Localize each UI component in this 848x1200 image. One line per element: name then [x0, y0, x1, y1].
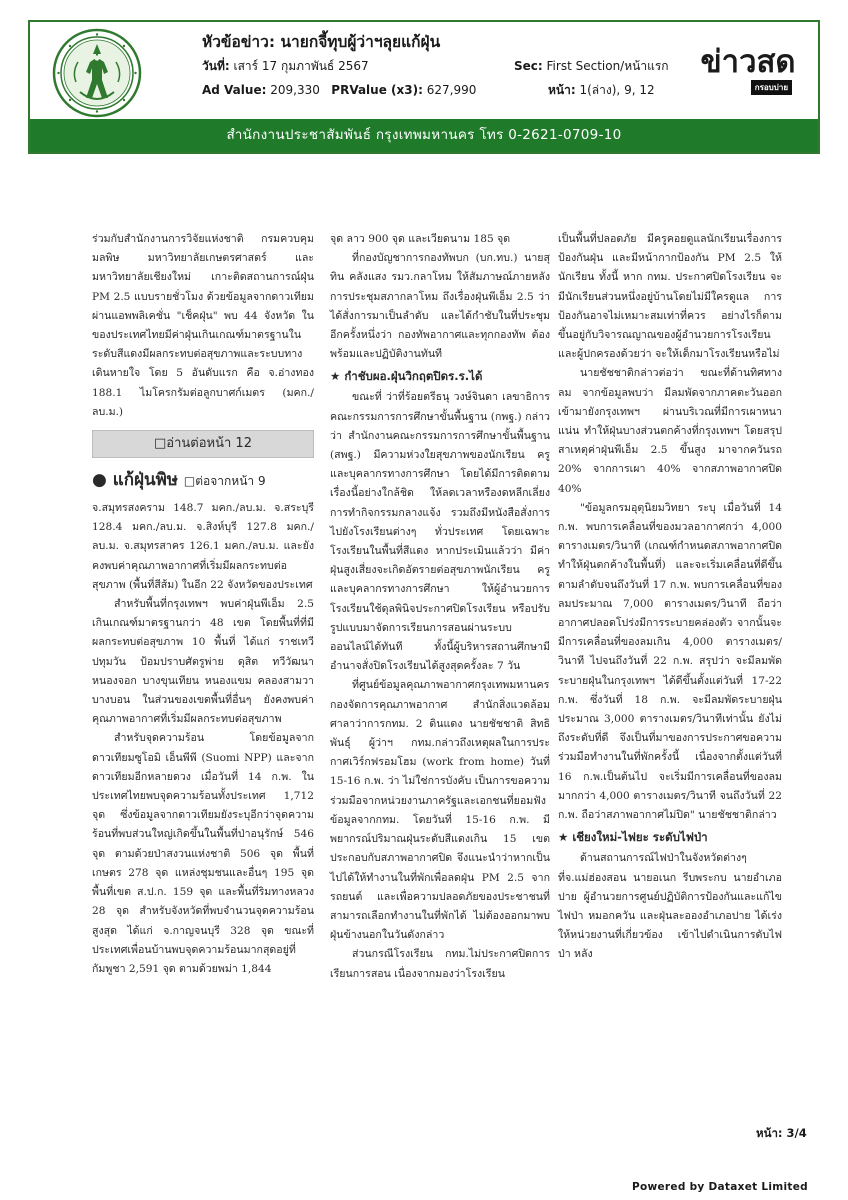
- article-paragraph: สำหรับพื้นที่กรุงเทพฯ พบค่าฝุ่นพีเอ็ม 2.5 เกินเกณฑ์มาตรฐานกว่า 48 เขต โดยพื้นที่ที่มีผลกระทบต่อสุขภาพ 10 พื้นที่ ได้แก่ ราชเทวี ปทุมวัน ป้อมปราบศัตรูพ่าย ดุสิต ทวีวัฒนา หนองจอก บางขุนเทียน หนองแขม คลองสามวา บางบอน ในส่วนของเขตพื้นที่อื่นๆ ยังคงพบค่าคุณภาพอากาศที่เริ่มมีผลกระทบต่อสุขภาพ: [92, 598, 314, 726]
- read-more-link[interactable]: □อ่านต่อหน้า 12: [92, 430, 314, 458]
- header-top: [30, 22, 818, 121]
- article-paragraph: ที่กองบัญชาการกองทัพบก (บก.ทบ.) นายสุทิน คลังแสง รมว.กลาโหม ให้สัมภาษณ์ภายหลังการประชุมสภากลาโหม ถึงเรื่องฝุ่นพีเอ็ม 2.5 ว่า ได้สั่งการมาเป็นลำดับ และได้กำชับในที่ประชุมอีกครั้งหนึ่งว่า กองทัพอากาศและทุกกองทัพ ต้องพร้อมและปฏิบัติงานทันที: [330, 252, 550, 361]
- article-paragraph: นายชัชชาติกล่าวต่อว่า ขณะที่ด้านทิศทางลม จากข้อมูลพบว่า มีลมพัดจากภาคตะวันออกเข้ามายังกรุงเทพฯ ผ่านบริเวณที่มีการเผาหนาแน่น ทำให้ฝุ่นบางส่วนตกค้างที่กรุงเทพฯ โดยสรุป สาเหตุค่าฝุ่นพีเอ็ม 2.5 ขึ้นสูง มาจากควันรถ 20% จากการเผา 40% จากสภาพอากาศปิด 40%: [558, 367, 782, 495]
- article-paragraph: จุด ลาว 900 จุด และเวียดนาม 185 จุด: [330, 233, 511, 245]
- pr-value-label: PRValue (x3):: [331, 83, 423, 97]
- article-paragraph: สำหรับจุดความร้อน โดยข้อมูลจากดาวเทียมซูโอมิ เอ็นพีพี (Suomi NPP) และจากดาวเทียมอีกหลายดวง เมื่อวันที่ 14 ก.พ. ในประเทศไทยพบจุดความร้อนทั้งประเทศ 1,712 จุด ซึ่งข้อมูลจากดาวเทียมยังระบุอีกว่าจุดความร้อนที่พบส่วนใหญ่เกิดขึ้นในพื้นที่ป่าอนุรักษ์ 546 จุด ตามด้วยป่าสงวนแห่งชาติ 506 จุด พื้นที่เกษตร 278 จุด แหล่งชุมชนและอื่นๆ 195 จุด พื้นที่เขต ส.ป.ก. 159 จุด และพื้นที่ริมทางหลวง 28 จุด สำหรับจังหวัดที่พบจำนวนจุดความร้อนสูงสุด ได้แก่ จ.กาญจนบุรี 328 จุด ขณะที่ประเทศเพื่อนบ้านพบจุดความร้อนมากสุดอยู่ที่กัมพูชา 2,591 จุด ตามด้วยพม่า 1,844: [92, 732, 314, 975]
- ad-value-label: Ad Value:: [202, 83, 267, 97]
- newspaper-logo: [694, 44, 802, 92]
- article-paragraph: ด้านสถานการณ์ไฟป่าในจังหวัดต่างๆ ที่จ.แม่ฮ่องสอน นายอเนก รีบพระกบ นายอำเภอปาย ผู้อำนวยการศูนย์ปฏิบัติการป้องกันและแก้ไขไฟป่า หมอกควัน และฝุ่นละอองอำเภอปาย ได้เร่งให้หน่วยงานที่เกี่ยวข้อง เข้าไปดำเนินการดับไฟป่า หลัง: [558, 852, 782, 961]
- pr-value: 627,990: [426, 83, 477, 97]
- value-row: [202, 78, 662, 102]
- continuation-title: ● แก้ฝุ่นพิษ: [92, 470, 178, 491]
- article-paragraph: ที่ศูนย์ข้อมูลคุณภาพอากาศกรุงเทพมหานคร กองจัดการคุณภาพอากาศ สำนักสิ่งแวดล้อม ศาลาว่าการกทม. 2 ดินแดง นายชัชชาติ สิทธิพันธุ์ ผู้ว่าฯ กทม.กล่าวถึงเหตุผลในการประกาศเวิร์กฟรอมโฮม (work from home) วันที่ 15-16 ก.พ. ว่า ไม่ใช่การบังคับ เป็นการขอความร่วมมือจากหน่วยงานภาครัฐและเอกชนที่ยอมฟังข้อมูลจากกทม. โดยวันที่ 15-16 ก.พ. มีพยากรณ์ปริมาณฝุ่นระดับสีแดงเกิน 15 เขต ประกอบกับสภาพอากาศปิด จึงแนะนำว่าหากเป็นไปได้ให้ทำงานในที่พักเพื่อลดฝุ่น PM 2.5 จากรถยนต์ และเพื่อความปลอดภัยของประชาชนที่สามารถเลือกทำงานในที่พักได้ ไม่ต้องออกมาพบฝุ่นข้างนอกในวันดังกล่าว: [330, 679, 550, 942]
- article-paragraph: "ข้อมูลกรมอุตุนิยมวิทยา ระบุ เมื่อวันที่ 14 ก.พ. พบการเคลื่อนที่ของมวลอากาศกว่า 4,000 ตารางเมตร/วินาที (เกณฑ์กำหนดสภาพอากาศปิด ทำให้ฝุ่นตกค้างในพื้นที่) และจะเริ่มเคลื่อนที่ดีขึ้นตามลำดับจนถึงวันที่ 17 ก.พ. พบการเคลื่อนที่ของลมประมาณ 7,000 ตารางเมตร/วินาที ถือว่าอากาศปลอดโปร่งมีการระบายคล่องตัว จากนั้นจะมีการเคลื่อนที่ของลมเกิน 4,000 ตารางเมตร/วินาที ไปจนถึงวันที่ 22 ก.พ. สรุปว่า จะมีลมพัดระบายฝุ่นในกรุงเทพฯ ได้ดีขึ้นตั้งแต่วันที่ 17-22 ก.พ. ซึ่งวันที่ 18 ก.พ. จะมีลมพัดระบายฝุ่นประมาณ 3,000 ตารางเมตร/วินาทีเท่านั้น ยังไม่ถึงระดับที่ดี จึงเป็นที่มาของการประกาศขอความร่วมมือทำงานในที่พักครั้งนี้ เนื่องจากตั้งแต่วันที่ 16 ก.พ.เป็นต้นไป จะเริ่มมีการเคลื่อนที่ของลมมากกว่า 4,000 ตารางเมตร/วินาที จนถึงวันที่ 22 ก.พ. ถือว่าสภาพอากาศไม่ปิด" นายชัชชาติกล่าว: [558, 501, 782, 822]
- headline-row: [202, 30, 662, 54]
- section-label: Sec:: [514, 59, 543, 73]
- powered-by-credit: Powered by Dataxet Limited: [632, 1181, 808, 1193]
- article-column-1: [92, 230, 314, 979]
- article-paragraph: จ.สมุทรสงคราม 148.7 มคก./ลบ.ม. จ.สระบุรี 128.4 มคก./ลบ.ม. จ.สิงห์บุรี 127.8 มคก./ลบ.ม. จ.สมุทรสาคร 126.1 มคก./ลบ.ม. และยังคงพบค่าคุณภาพอากาศที่เริ่มมีผลกระทบต่อสุขภาพ (พื้นที่สีส้ม) ในอีก 22 จังหวัดของประเทศ: [92, 502, 314, 591]
- article-paragraph: ขณะที่ ว่าที่ร้อยตรีธนุ วงษ์จินดา เลขาธิการคณะกรรมการการศึกษาขั้นพื้นฐาน (กพฐ.) กล่าวว่า สำนักงานคณะกรรมการการศึกษาขั้นพื้นฐาน (สพฐ.) มีความห่วงใยสุขภาพของนักเรียน ครูและบุคลากรทางการศึกษา โดยได้มีการติดตามเรื่องนี้อย่างใกล้ชิด ให้ลดเวลาหรืองดหลีกเลี่ยงการทำกิจกรรมกลางแจ้ง รวมถึงมีหนังสือสั่งการไปยังโรงเรียนต่างๆ ทั่วประเทศ โดยเฉพาะโรงเรียนในพื้นที่สีแดง หากประเมินแล้วว่า มีค่าฝุ่นสูงเสี่ยงจะเกิดอัตรายต่อสุขภาพนักเรียน ครูและบุคลากรทางการศึกษา ให้ผู้อำนวยการโรงเรียนใช้ดุลพินิจประกาศปิดโรงเรียน หรือปรับรูปแบบมาจัดการเรียนการสอนผ่านระบบออนไลน์ได้ทันที ทั้งนี้ผู้บริหารสถานศึกษามีอำนาจสั่งปิดโรงเรียนได้สูงสุดครั้งละ 7 วัน: [330, 391, 550, 673]
- headline: นายกจี้ทุบผู้ว่าฯลุยแก้ฝุ่น: [280, 33, 441, 51]
- subheading: ★ กำชับผอ.ฝุ่นวิกฤตปิดร.ร.ได้: [330, 369, 483, 384]
- date-label: วันที่:: [202, 59, 230, 73]
- date-row: [202, 54, 669, 78]
- continued-from-label: □ต่อจากหน้า 9: [183, 474, 266, 489]
- ad-value: 209,330: [270, 83, 320, 97]
- agency-bar: สำนักงานประชาสัมพันธ์ กรุงเทพมหานคร โทร 0-2621-0709-10: [30, 119, 818, 152]
- publish-date: เสาร์ 17 กุมภาพันธ์ 2567: [233, 59, 369, 73]
- clipping-header: [28, 20, 820, 154]
- headline-label: หัวข้อข่าว:: [202, 33, 276, 51]
- clipping-info: [202, 30, 669, 102]
- subheading: ★ เชียงใหม่-ไฟยะ ระดับไฟป่า: [558, 830, 708, 845]
- section-value: First Section/หน้าแรก: [546, 59, 669, 73]
- edition-tag: กรอบบ่าย: [751, 80, 792, 95]
- page-label: หน้า:: [548, 83, 576, 97]
- front-page-intro: ร่วมกับสำนักงานการวิจัยแห่งชาติ กรมควบคุมมลพิษ มหาวิทยาลัยเกษตรศาสตร์ และมหาวิทยาลัยเชียงใหม่ เกาะติดสถานการณ์ฝุ่น PM 2.5 แบบรายชั่วโมง ด้วยข้อมูลจากดาวเทียมผ่านแอพพลิเคชั่น "เช็คฝุ่น" พบ 44 จังหวัด ในของประเทศไทยมีค่าฝุ่นเกินเกณฑ์มาตรฐานในระดับสีแดงมีผลกระทบต่อสุขภาพและระบบทางเดินหายใจ โดย 5 อันดับแรก คือ จ.อ่างทอง 188.1 ไมโครกรัมต่อลูกบาศก์เมตร (มคก./ลบ.ม.): [92, 233, 314, 418]
- article-paragraph: ส่วนกรณีโรงเรียน กทม.ไม่ประกาศปิดการเรียนการสอน เนื่องจากมองว่าโรงเรียน: [330, 948, 550, 980]
- continuation-heading: [92, 468, 314, 493]
- section-info: [514, 54, 669, 78]
- newspaper-name: ข่าวสด: [700, 44, 796, 80]
- page-info: [548, 78, 655, 102]
- article-column-2: [330, 230, 550, 984]
- article-column-3: [558, 230, 782, 965]
- page-value: 1(ล่าง), 9, 12: [579, 83, 655, 97]
- page-number: หน้า: 3/4: [756, 1126, 807, 1140]
- article-paragraph: เป็นพื้นที่ปลอดภัย มีครูคอยดูแลนักเรียนเรื่องการป้องกันฝุ่น และมีหน้ากากป้องกัน PM 2.5 ให้นักเรียน ทั้งนี้ หาก กทม. ประกาศปิดโรงเรียน จะมีนักเรียนส่วนหนึ่งอยู่บ้านโดยไม่มีใครดูแล การป้องกันอาจไม่เหมาะสมเท่าที่ควร อย่างไรก็ตามขึ้นอยู่กับวิจารณญาณของผู้อำนวยการโรงเรียนและผู้ปกครองด้วยว่า จะให้เด็กมาโรงเรียนหรือไม่: [558, 233, 782, 361]
- bangkok-city-seal-icon: [52, 28, 142, 118]
